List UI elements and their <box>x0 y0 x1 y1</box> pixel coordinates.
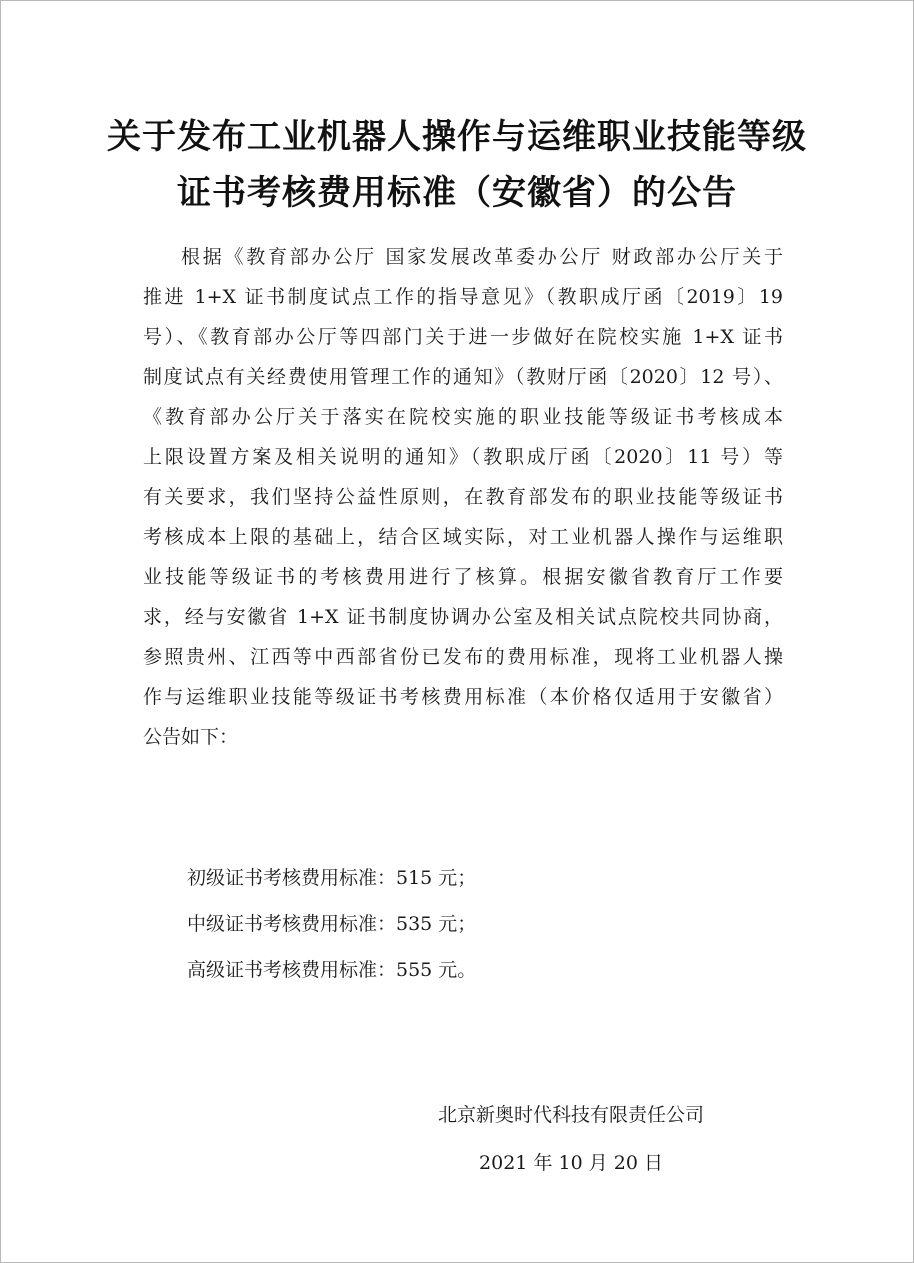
body-line: 公告如下： <box>143 726 239 748</box>
fee-item-intermediate: 中级证书考核费用标准：535 元； <box>187 913 477 935</box>
body-line: 有关要求，我们坚持公益性原则，在教育部发布的职业技能等级证书 <box>143 486 783 508</box>
body-line: 根据《教育部办公厅 国家发展改革委办公厅 财政部办公厅关于 <box>181 246 783 268</box>
body-line: 《教育部办公厅关于落实在院校实施的职业技能等级证书考核成本 <box>143 406 783 428</box>
signature-block <box>401 1095 741 1183</box>
body-line: 参照贵州、江西等中西部省份已发布的费用标准，现将工业机器人操 <box>143 646 783 668</box>
signature-date: 2021 年 10 月 20 日 <box>479 1152 663 1174</box>
signature-company: 北京新奥时代科技有限责任公司 <box>437 1104 704 1126</box>
fee-item-junior: 初级证书考核费用标准：515 元； <box>187 867 477 889</box>
body-line: 业技能等级证书的考核费用进行了核算。根据安徽省教育厅工作要 <box>143 566 783 588</box>
body-line: 上限设置方案及相关说明的通知》（教职成厅函〔2020〕11 号）等 <box>143 446 783 468</box>
body-paragraph <box>143 237 783 757</box>
fee-item-senior: 高级证书考核费用标准：555 元。 <box>187 959 477 981</box>
document-title <box>1 109 913 221</box>
fee-list <box>187 855 476 993</box>
body-line: 考核成本上限的基础上，结合区域实际，对工业机器人操作与运维职 <box>143 526 783 548</box>
body-line: 制度试点有关经费使用管理工作的通知》（教财厅函〔2020〕12 号）、 <box>143 366 783 388</box>
title-line-2: 证书考核费用标准（安徽省）的公告 <box>177 173 737 213</box>
title-line-1: 关于发布工业机器人操作与运维职业技能等级 <box>107 117 807 157</box>
body-line: 号）、《教育部办公厅等四部门关于进一步做好在院校实施 1+X 证书 <box>143 326 783 348</box>
body-line: 作与运维职业技能等级证书考核费用标准（本价格仅适用于安徽省） <box>143 686 783 708</box>
body-line: 推进 1+X 证书制度试点工作的指导意见》（教职成厅函〔2019〕19 <box>143 286 783 308</box>
body-line: 求，经与安徽省 1+X 证书制度协调办公室及相关试点院校共同协商， <box>143 606 783 628</box>
